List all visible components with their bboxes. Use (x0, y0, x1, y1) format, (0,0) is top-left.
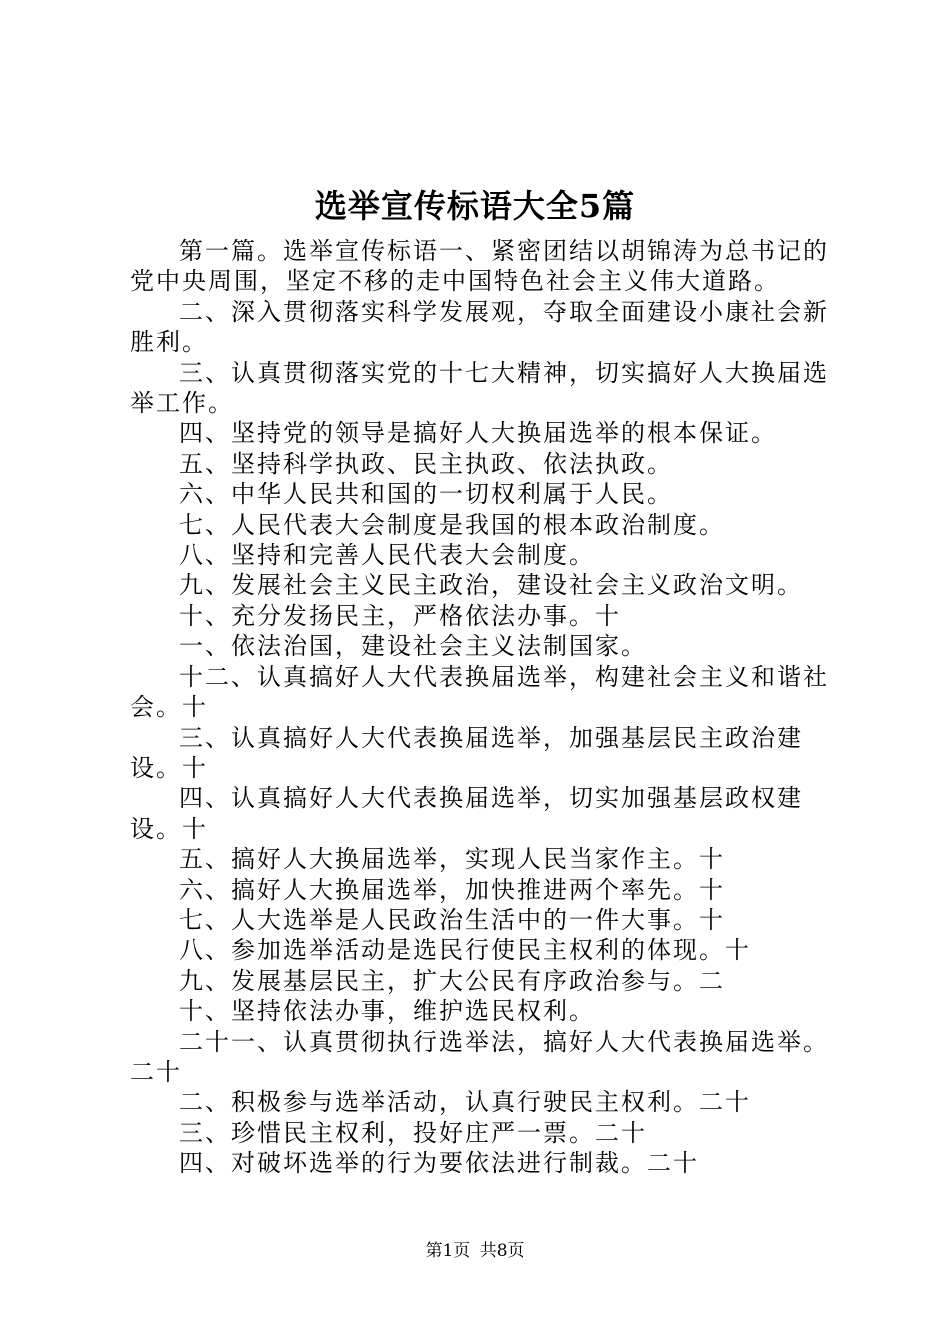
paragraph: 三、认真搞好人大代表换届选举，加强基层民主政治建设。十 (130, 723, 803, 782)
paragraph: 七、人民代表大会制度是我国的根本政治制度。 (179, 510, 725, 539)
paragraph: 第一篇。选举宣传标语一、紧密团结以胡锦涛为总书记的党中央周围，坚定不移的走中国特色社会主义伟大道路。 (130, 237, 829, 296)
paragraph: 五、搞好人大换届选举，实现人民当家作主。十 (179, 845, 725, 874)
document-body (130, 236, 836, 1179)
paragraph: 十、充分发扬民主，严格依法办事。十 (179, 601, 621, 630)
page-number: 第1页 (425, 1241, 471, 1261)
paragraph: 八、参加选举活动是选民行使民主权利的体现。十 (179, 936, 751, 965)
paragraph: 二、积极参与选举活动，认真行驶民主权利。二十 (179, 1088, 751, 1117)
paragraph: 九、发展基层民主，扩大公民有序政治参与。二 (179, 966, 725, 995)
paragraph: 八、坚持和完善人民代表大会制度。 (179, 541, 595, 570)
paragraph: 二十一、认真贯彻执行选举法，搞好人大代表换届选举。二十 (130, 1027, 829, 1086)
paragraph: 五、坚持科学执政、民主执政、依法执政。 (179, 449, 673, 478)
document-title: 选举宣传标语大全5篇 (314, 187, 636, 225)
paragraph: 七、人大选举是人民政治生活中的一件大事。十 (179, 905, 725, 934)
page-footer (0, 1240, 950, 1262)
paragraph: 三、认真贯彻落实党的十七大精神，切实搞好人大换届选举工作。 (130, 358, 829, 418)
paragraph: 六、搞好人大换届选举，加快推进两个率先。十 (179, 875, 725, 904)
page-total: 共8页 (479, 1241, 525, 1261)
paragraph: 四、对破坏选举的行为要依法进行制裁。二十 (179, 1149, 699, 1178)
paragraph: 六、中华人民共和国的一切权利属于人民。 (179, 480, 673, 509)
paragraph: 四、坚持党的领导是搞好人大换届选举的根本保证。 (179, 419, 777, 448)
paragraph: 九、发展社会主义民主政治，建设社会主义政治文明。 (179, 571, 803, 600)
paragraph: 四、认真搞好人大代表换届选举，切实加强基层政权建设。十 (130, 784, 803, 843)
paragraph: 十二、认真搞好人大代表换届选举，构建社会主义和谐社会。十 (130, 662, 829, 722)
paragraph: 二、深入贯彻落实科学发展观，夺取全面建设小康社会新胜利。 (130, 297, 829, 357)
paragraph: 三、珍惜民主权利，投好庄严一票。二十 (179, 1118, 647, 1147)
paragraph: 一、依法治国，建设社会主义法制国家。 (179, 632, 647, 661)
paragraph: 十、坚持依法办事，维护选民权利。 (179, 997, 595, 1026)
